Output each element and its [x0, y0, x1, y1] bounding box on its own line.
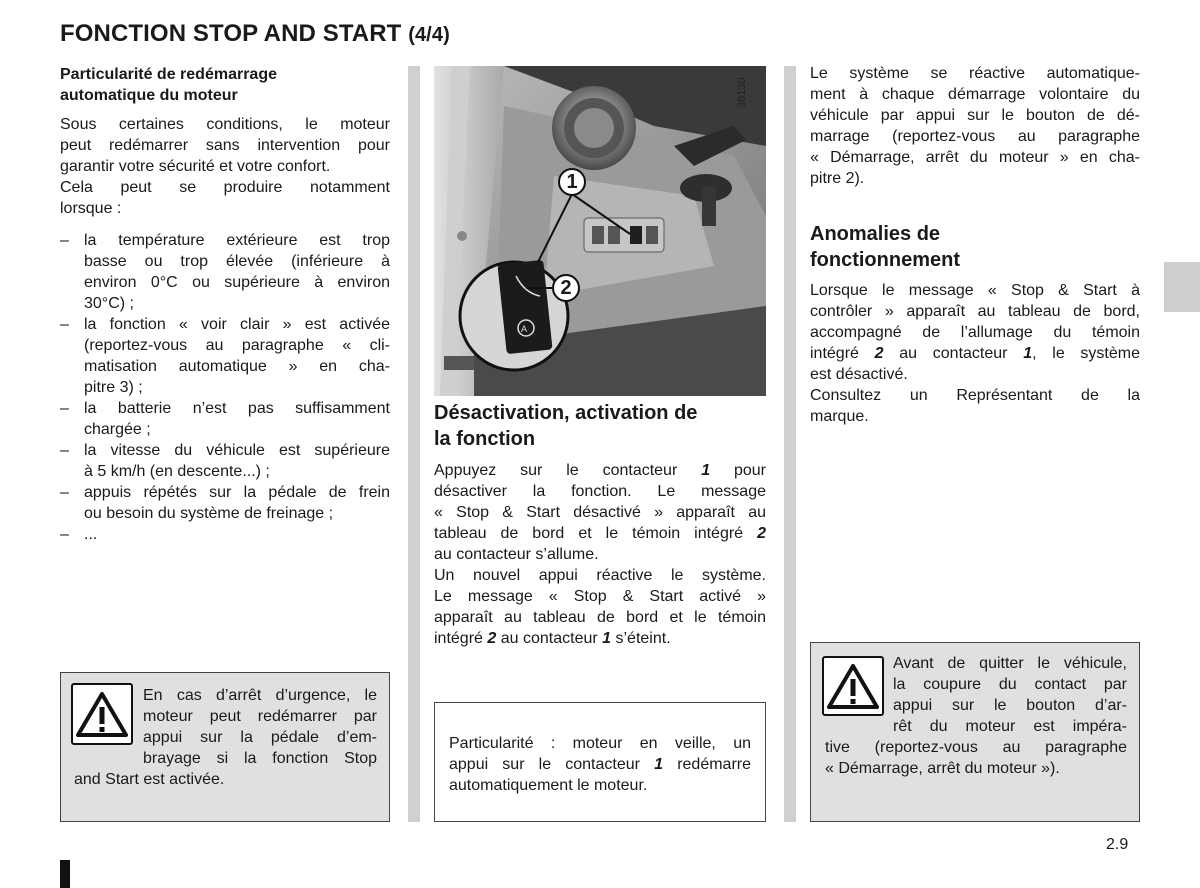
text-line: ... [84, 526, 98, 543]
text-line: Le système se réactive automatique- [810, 65, 1140, 82]
text-line: la fonction « voir clair » est activée [84, 316, 390, 333]
warning-text-left-top [143, 685, 377, 769]
list-item [60, 482, 390, 524]
text-line: la coupure du contact par [893, 676, 1127, 693]
text-line: intégré 2 au contacteur 1, le système [810, 345, 1140, 362]
text-line: rêt du moteur est impéra- [893, 718, 1127, 735]
text-line: à 5 km/h (en descente...) ; [84, 463, 270, 480]
list-item [60, 314, 390, 398]
text-line: matisation automatique » en cha- [84, 358, 390, 375]
text-line: En cas d’arrêt d’urgence, le [143, 687, 377, 704]
text-line: désactiver la fonction. Le message [434, 483, 766, 500]
text-line: Cela peut se produire notamment [60, 179, 390, 196]
text-line: la température extérieure est trop [84, 232, 390, 249]
text-line: and Start est activée. [74, 771, 225, 788]
text-line: appui sur le bouton d’ar- [893, 697, 1127, 714]
text-line: est désactivé. [810, 366, 908, 383]
text-line: « Démarrage, arrêt du moteur »). [825, 760, 1060, 777]
dashboard-photo [434, 66, 766, 396]
list-dash: – [60, 400, 69, 417]
text-line: « Démarrage, arrêt du moteur » en cha- [810, 149, 1140, 166]
text-line: appui sur la pédale d’em- [143, 729, 377, 746]
text-line: véhicule par appui sur le bouton de dé- [810, 107, 1140, 124]
text-line: automatiquement le moteur. [449, 777, 648, 794]
text-line: la vitesse du véhicule est supérieure [84, 442, 390, 459]
right-heading [810, 221, 1140, 273]
text-line: Le message « Stop & Start activé » [434, 588, 766, 605]
note-text [449, 733, 751, 796]
text-line: pitre 3) ; [84, 379, 143, 396]
column-separator-left [408, 66, 420, 822]
text-line: tableau de bord et le témoin intégré 2 [434, 525, 766, 542]
text-line: au contacteur s’allume. [434, 546, 599, 563]
text-line: Appuyez sur le contacteur 1 pour [434, 462, 767, 479]
list-dash: – [60, 232, 69, 249]
text-line: Un nouvel appui réactive le système. [434, 567, 766, 584]
text-line: peut redémarrer sans intervention pour [60, 137, 390, 154]
text-line: « Stop & Start désactivé » apparaît au [434, 504, 766, 521]
text-line: basse ou trop élevée (inférieure à [84, 253, 390, 270]
text-line: marrage (reportez-vous au paragraphe [810, 128, 1140, 145]
text-line: intégré 2 au contacteur 1 s’éteint. [434, 630, 671, 647]
warning-text-right-top [893, 653, 1127, 737]
text-line: apparaît au tableau de bord et le témoin [434, 609, 766, 626]
middle-heading-line: Désactivation, activation de [434, 402, 698, 424]
text-line: brayage si la fonction Stop [143, 750, 377, 767]
text-line: moteur peut redémarrer par [143, 708, 377, 725]
list-item [60, 440, 390, 482]
text-line: Consultez un Représentant de la [810, 387, 1140, 404]
text-line: (reportez-vous au paragraphe « cli- [84, 337, 390, 354]
anomalies-paragraph [810, 280, 1140, 427]
left-paragraph [60, 114, 390, 219]
column-separator-right [784, 66, 796, 822]
warning-box-right [810, 642, 1140, 822]
text-line: Lorsque le message « Stop & Start à [810, 282, 1140, 299]
middle-paragraph [434, 460, 766, 649]
list-item [60, 398, 390, 440]
list-item [60, 524, 390, 545]
list-dash: – [60, 442, 69, 459]
page-title-text: FONCTION STOP AND START [60, 20, 402, 47]
right-heading-line: fonctionnement [810, 249, 960, 271]
callout-1-label: 1 [566, 171, 578, 193]
text-line: tive (reportez-vous au paragraphe [825, 739, 1127, 756]
callout-2-label: 2 [560, 277, 572, 299]
warning-text-left-bottom [74, 769, 377, 790]
page-title [60, 20, 450, 48]
left-heading-line: automatique du moteur [60, 87, 238, 104]
text-line: marque. [810, 408, 869, 425]
text-line: lorsque : [60, 200, 122, 217]
middle-heading [434, 400, 766, 452]
text-line: accompagné de l’allumage du témoin [810, 324, 1140, 341]
chapter-thumb-tab [1164, 262, 1200, 312]
text-line: ment à chaque démarrage volontaire du [810, 86, 1140, 103]
text-line: environ 0°C ou supérieure à environ [84, 274, 390, 291]
note-box [434, 702, 766, 822]
warning-box-left [60, 672, 390, 822]
text-line: la batterie n’est pas suffisamment [84, 400, 390, 417]
list-dash: – [60, 526, 69, 543]
photo-reference-code: 38130 [736, 77, 748, 108]
list-dash: – [60, 316, 69, 333]
list-item [60, 230, 390, 314]
text-line: Particularité : moteur en veille, un [449, 735, 751, 752]
text-line: appuis répétés sur la pédale de frein [84, 484, 390, 501]
text-line: contrôler » apparaît au tableau de bord, [810, 303, 1140, 320]
middle-heading-line: la fonction [434, 428, 536, 450]
text-line: pitre 2). [810, 170, 865, 187]
text-line: 30°C) ; [84, 295, 134, 312]
list-dash: – [60, 484, 69, 501]
page-edge-mark [60, 860, 70, 888]
text-line: garantir votre sécurité et votre confort. [60, 158, 331, 175]
left-heading-line: Particularité de redémarrage [60, 66, 277, 83]
page-title-suffix: (4/4) [408, 24, 450, 46]
warning-triangle-icon [822, 656, 884, 716]
warning-text-right-bottom [825, 737, 1127, 779]
right-heading-line: Anomalies de [810, 223, 941, 245]
text-line: ou besoin du système de freinage ; [84, 505, 334, 522]
warning-triangle-icon [71, 683, 133, 745]
page-number: 2.9 [1106, 836, 1129, 853]
svg-text:A: A [521, 325, 528, 335]
text-line: Sous certaines conditions, le moteur [60, 116, 390, 133]
left-heading [60, 64, 390, 106]
text-line: Avant de quitter le véhicule, [893, 655, 1127, 672]
right-paragraph [810, 63, 1140, 189]
text-line: appui sur le contacteur 1 redémarre [449, 756, 752, 773]
text-line: chargée ; [84, 421, 151, 438]
